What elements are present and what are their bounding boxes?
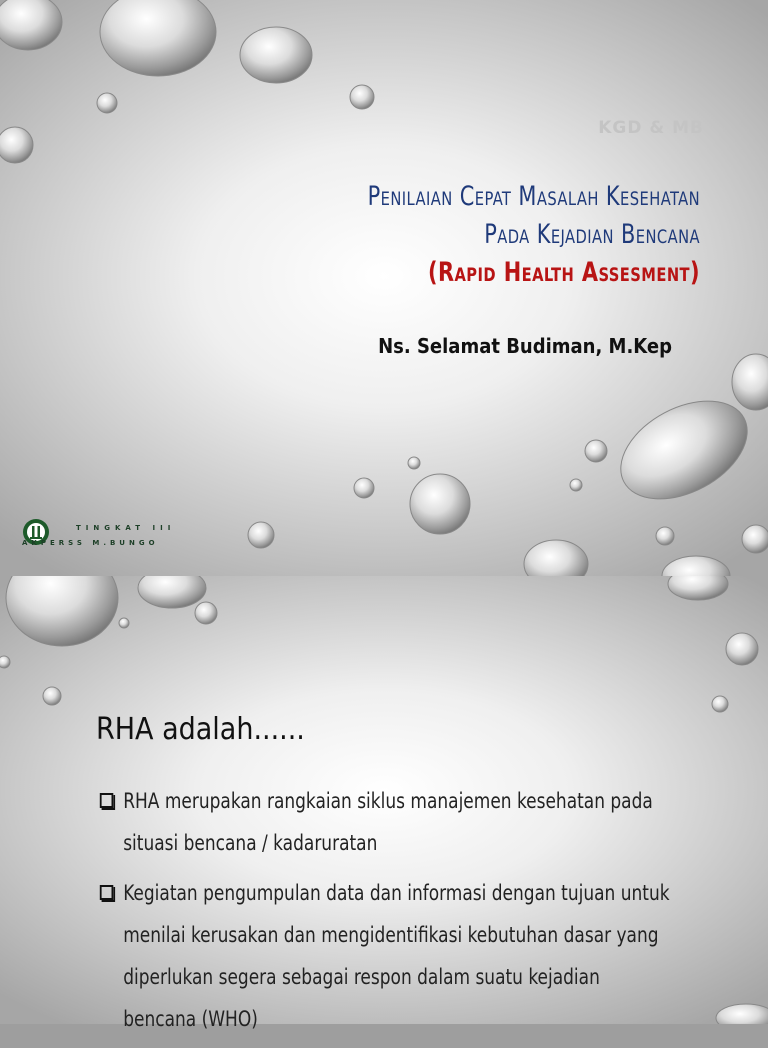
title-line-2: Pada Kejadian Bencana <box>484 219 700 250</box>
title-line-1: Penilaian Cepat Masalah Kesehatan <box>367 181 700 212</box>
institution-logo <box>22 518 182 554</box>
title-line-3: (Rapid Health Assesment) <box>427 257 700 288</box>
list-item <box>98 780 674 864</box>
logo-text-line-1: TINGKAT III <box>76 524 176 532</box>
logo-text-line-2: AKPERSS M.BUNGO <box>22 539 159 547</box>
list-item <box>98 872 674 1040</box>
checkbox-square-icon <box>100 793 114 808</box>
bullet-list <box>98 780 674 1048</box>
bullet-text: RHA merupakan rangkaian siklus manajemen kesehatan pada situasi bencana / kadaruratan <box>123 789 653 855</box>
slide-heading: RHA adalah...... <box>96 712 305 747</box>
bullet-text: Kegiatan pengumpulan data dan informasi dengan tujuan untuk menilai kerusakan dan mengidentifikasi kebutuhan dasar yang diperlukan segera sebagai respon dalam suatu kejadian bencana (WHO) <box>123 881 670 1031</box>
course-tag: KGD & MB <box>598 118 704 138</box>
checkbox-square-icon <box>100 885 114 900</box>
author-name: Ns. Selamat Budiman, M.Kep <box>378 334 672 358</box>
slide-title <box>167 178 700 292</box>
